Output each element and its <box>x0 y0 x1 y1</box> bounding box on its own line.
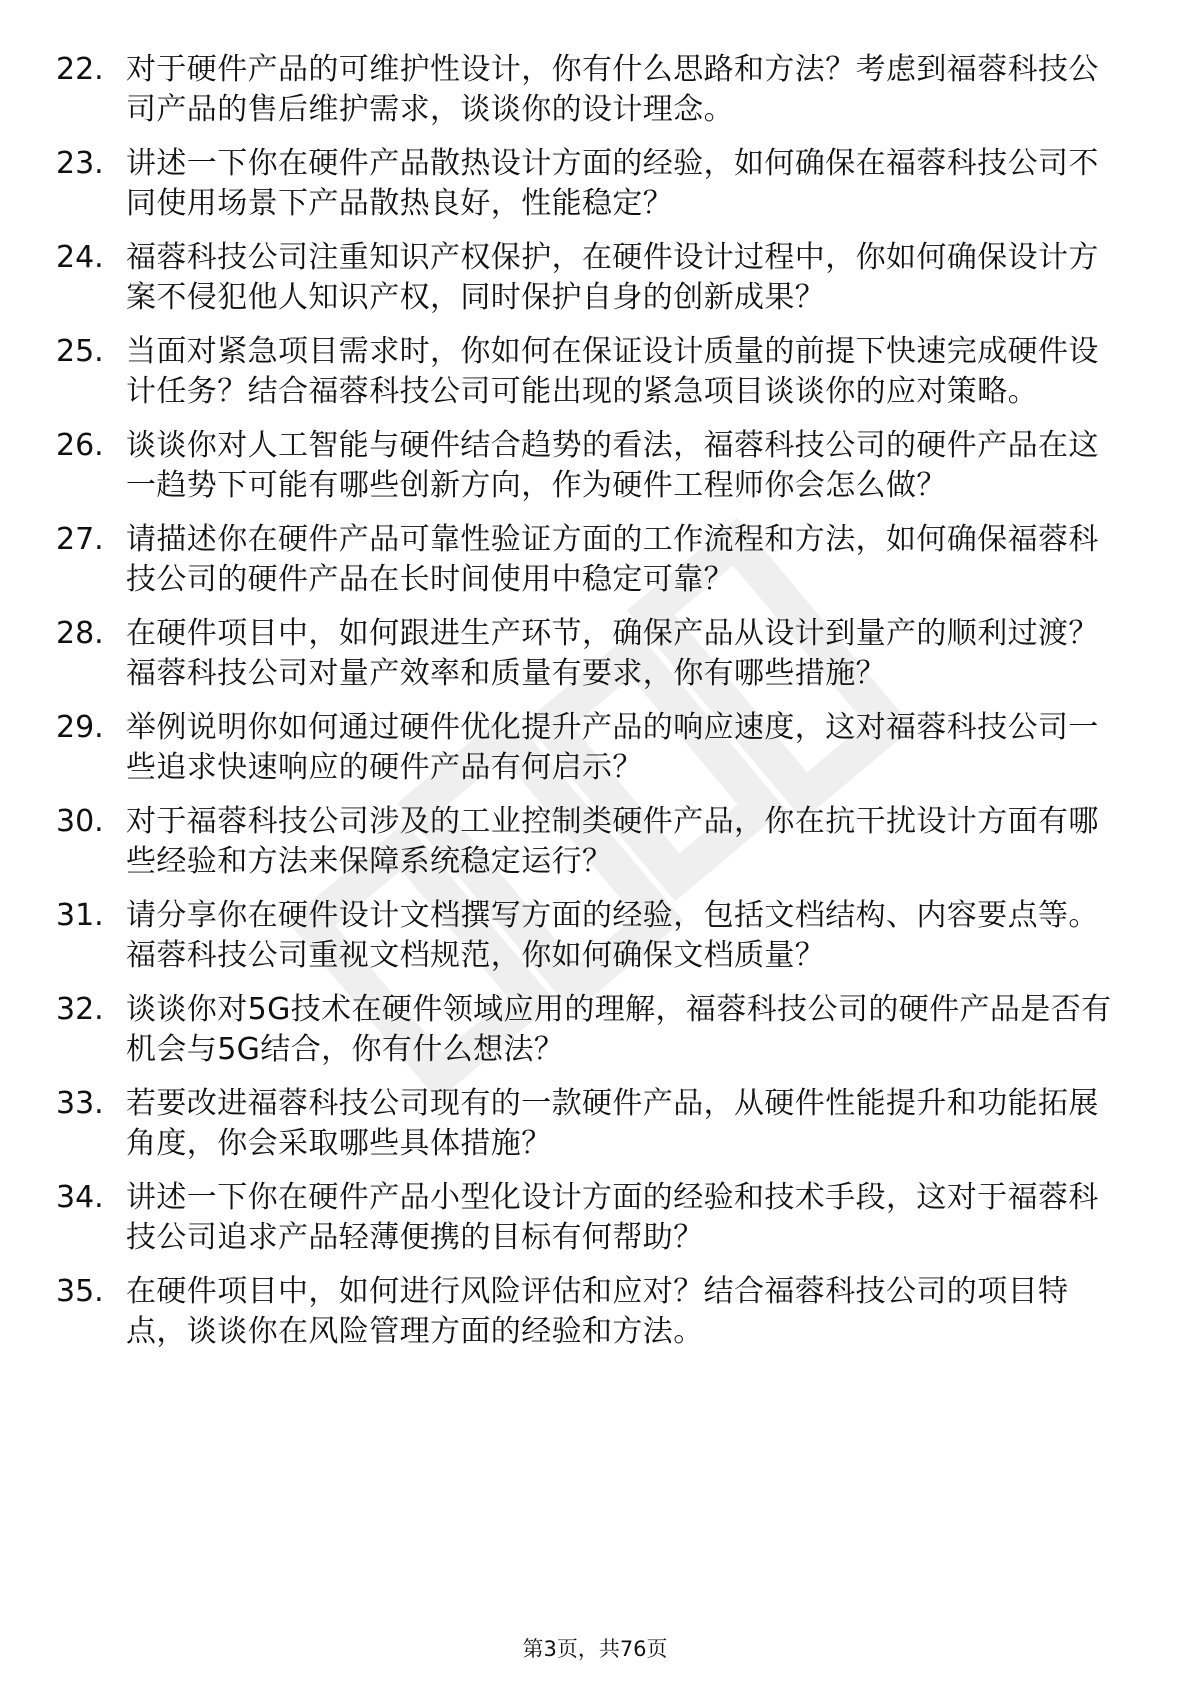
question-item <box>56 332 1120 412</box>
question-item <box>56 520 1120 600</box>
question-number: 28. <box>56 616 104 651</box>
question-number: 24. <box>56 240 104 275</box>
question-text: 对于福蓉科技公司涉及的工业控制类硬件产品，你在抗干扰设计方面有哪些经验和方法来保障系统稳定运行？ <box>126 804 1099 879</box>
question-text: 请描述你在硬件产品可靠性验证方面的工作流程和方法，如何确保福蓉科技公司的硬件产品在长时间使用中稳定可靠？ <box>126 522 1099 597</box>
question-item <box>56 1178 1120 1258</box>
question-item <box>56 238 1120 318</box>
question-number: 27. <box>56 522 104 557</box>
question-item <box>56 1084 1120 1164</box>
question-list <box>56 50 1120 1366</box>
question-number: 25. <box>56 334 104 369</box>
question-number: 22. <box>56 52 104 87</box>
page-number-label: 第3页，共76页 <box>522 1637 668 1661</box>
question-number: 35. <box>56 1274 104 1309</box>
question-item <box>56 50 1120 130</box>
question-text: 谈谈你对5G技术在硬件领域应用的理解，福蓉科技公司的硬件产品是否有机会与5G结合，你有什么想法？ <box>126 992 1112 1067</box>
question-number: 30. <box>56 804 104 839</box>
question-text: 请分享你在硬件设计文档撰写方面的经验，包括文档结构、内容要点等。福蓉科技公司重视文档规范，你如何确保文档质量？ <box>126 898 1099 973</box>
question-number: 34. <box>56 1180 104 1215</box>
question-text: 在硬件项目中，如何跟进生产环节，确保产品从设计到量产的顺利过渡？福蓉科技公司对量产效率和质量有要求，你有哪些措施？ <box>126 616 1099 691</box>
question-text: 福蓉科技公司注重知识产权保护，在硬件设计过程中，你如何确保设计方案不侵犯他人知识产权，同时保护自身的创新成果？ <box>126 240 1099 315</box>
question-item <box>56 1272 1120 1352</box>
question-text: 在硬件项目中，如何进行风险评估和应对？结合福蓉科技公司的项目特点，谈谈你在风险管理方面的经验和方法。 <box>126 1274 1069 1349</box>
question-item <box>56 614 1120 694</box>
question-text: 谈谈你对人工智能与硬件结合趋势的看法，福蓉科技公司的硬件产品在这一趋势下可能有哪些创新方向，作为硬件工程师你会怎么做？ <box>126 428 1099 503</box>
question-text: 讲述一下你在硬件产品小型化设计方面的经验和技术手段，这对于福蓉科技公司追求产品轻薄便携的目标有何帮助？ <box>126 1180 1099 1255</box>
question-number: 33. <box>56 1086 104 1121</box>
question-number: 31. <box>56 898 104 933</box>
page-footer <box>0 1635 1190 1663</box>
question-item <box>56 144 1120 224</box>
question-text: 当面对紧急项目需求时，你如何在保证设计质量的前提下快速完成硬件设计任务？结合福蓉科技公司可能出现的紧急项目谈谈你的应对策略。 <box>126 334 1099 409</box>
question-item <box>56 990 1120 1070</box>
question-number: 26. <box>56 428 104 463</box>
question-item <box>56 426 1120 506</box>
question-item <box>56 708 1120 788</box>
question-item <box>56 896 1120 976</box>
question-number: 32. <box>56 992 104 1027</box>
question-number: 23. <box>56 146 104 181</box>
question-text: 讲述一下你在硬件产品散热设计方面的经验，如何确保在福蓉科技公司不同使用场景下产品散热良好，性能稳定？ <box>126 146 1099 221</box>
question-text: 举例说明你如何通过硬件优化提升产品的响应速度，这对福蓉科技公司一些追求快速响应的硬件产品有何启示？ <box>126 710 1099 785</box>
question-item <box>56 802 1120 882</box>
question-number: 29. <box>56 710 104 745</box>
question-text: 对于硬件产品的可维护性设计，你有什么思路和方法？考虑到福蓉科技公司产品的售后维护需求，谈谈你的设计理念。 <box>126 52 1099 127</box>
question-text: 若要改进福蓉科技公司现有的一款硬件产品，从硬件性能提升和功能拓展角度，你会采取哪些具体措施？ <box>126 1086 1099 1161</box>
